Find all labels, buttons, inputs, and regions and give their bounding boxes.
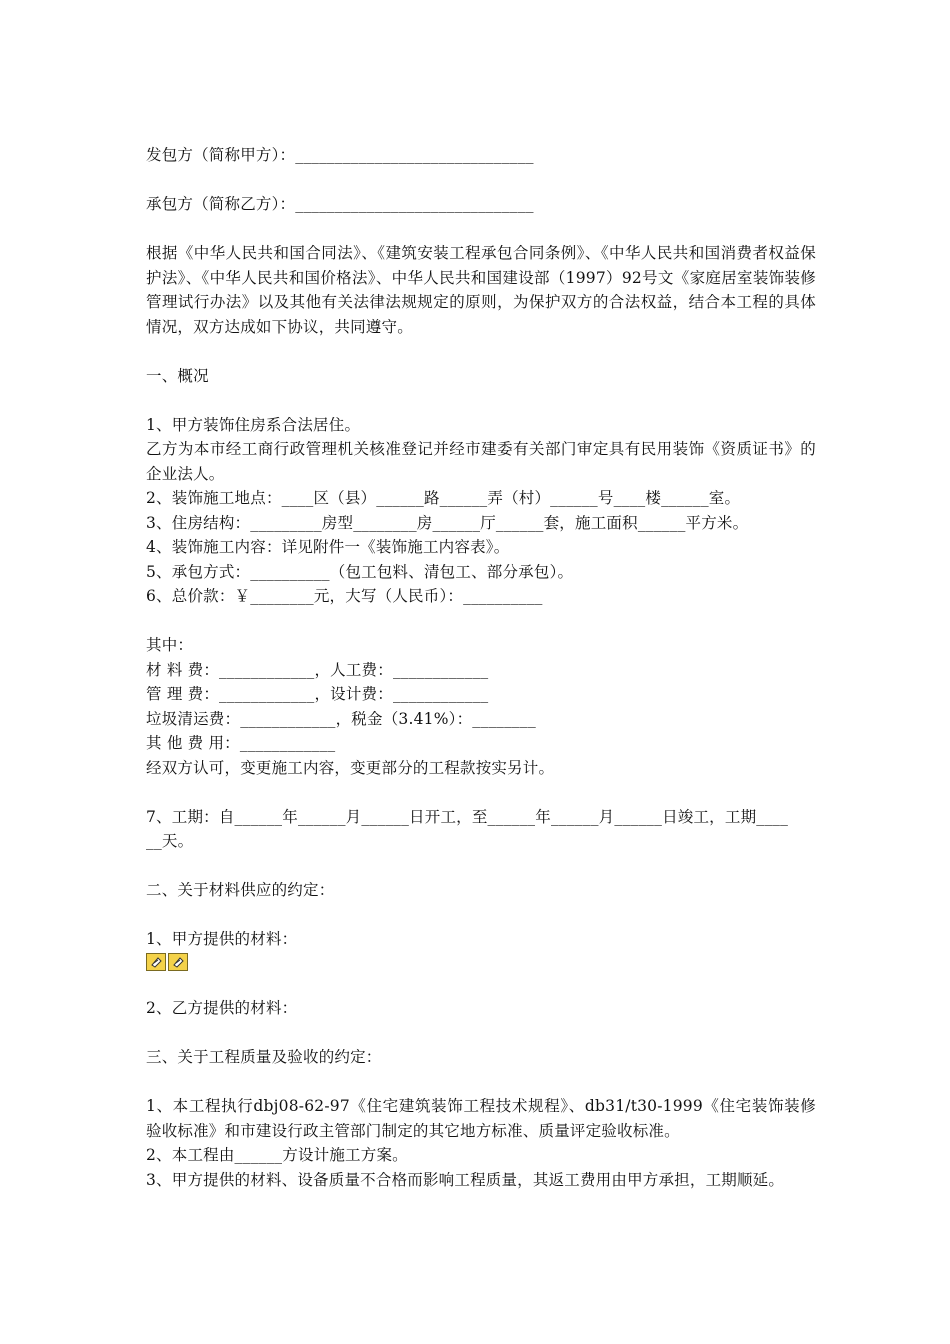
section-1-item-5: 5、承包方式：__________（包工包料、清包工、部分承包）。 <box>146 562 574 581</box>
section-3-item-2: 2、本工程由______方设计施工方案。 <box>146 1146 408 1164</box>
section-1-item-1: 1、甲方装饰住房系合法居住。 <box>146 415 361 434</box>
fees-title: 其中： <box>146 636 194 654</box>
party-a-line: 发包方（简称甲方）：______________________________ <box>146 146 534 164</box>
contract-page <box>146 143 816 1192</box>
preamble-paragraph: 根据《中华人民共和国合同法》、《建筑安装工程承包合同条例》、《中华人民共和国消费者权益保护法》、《中华人民共和国价格法》、中华人民共和国建设部（1997）92号文《家庭居室装饰装修管理试行办法》以及其他有关法律法规规定的原则，为保护双方的合法权益，结合本工程的具体情况，双方达成如下协议，共同遵守。 <box>146 244 816 336</box>
fees-row-4: 其 他 费 用：____________ <box>146 734 336 752</box>
section-3-item-3: 3、甲方提供的材料、设备质量不合格而影响工程质量，其返工费用由甲方承担，工期顺延。 <box>146 1170 785 1189</box>
section-1-item-4: 4、装饰施工内容：详见附件一《装饰施工内容表》。 <box>146 538 510 556</box>
section-2-item-1: 1、甲方提供的材料： <box>146 930 298 948</box>
attachment-icon[interactable] <box>168 953 188 971</box>
section-1-item-3: 3、住房结构：_________房型________房______厅______套，施工面积______平方米。 <box>146 513 749 532</box>
schedule-line-1: 7、工期：自______年______月______日开工，至______年______月______日竣工，工期____ <box>146 807 789 826</box>
attachment-icons <box>146 952 816 972</box>
section-1-item-1b: 乙方为本市经工商行政管理机关核准登记并经市建委有关部门审定具有民用装饰《资质证书》的企业法人。 <box>146 440 816 483</box>
section-1-item-2: 2、装饰施工地点：____区（县）______路______弄（村）______号____楼______室。 <box>146 489 741 507</box>
fees-note: 经双方认可，变更施工内容，变更部分的工程款按实另计。 <box>146 758 555 777</box>
section-1-title: 一、概况 <box>146 366 209 385</box>
fees-row-1: 材 料 费：____________，人工费：____________ <box>146 660 489 679</box>
fees-row-3: 垃圾清运费：____________，税金（3.41%）：________ <box>146 709 536 728</box>
attachment-icon[interactable] <box>146 953 166 971</box>
fees-row-2: 管 理 费：____________，设计费：____________ <box>146 685 489 703</box>
section-1-item-6: 6、总价款：￥________元，大写（人民币）：__________ <box>146 587 543 605</box>
section-2-item-2: 2、乙方提供的材料： <box>146 999 298 1017</box>
schedule-line-2: __天。 <box>146 832 194 850</box>
section-3-title: 三、关于工程质量及验收的约定： <box>146 1048 382 1066</box>
party-b-line: 承包方（简称乙方）：______________________________ <box>146 195 534 213</box>
section-2-title: 二、关于材料供应的约定： <box>146 881 335 899</box>
section-3-item-1: 1、本工程执行dbj08-62-97《住宅建筑装饰工程技术规程》、db31/t30-1999《住宅装饰装修验收标准》和市建设行政主管部门制定的其它地方标准、质量评定验收标准。 <box>146 1097 816 1140</box>
